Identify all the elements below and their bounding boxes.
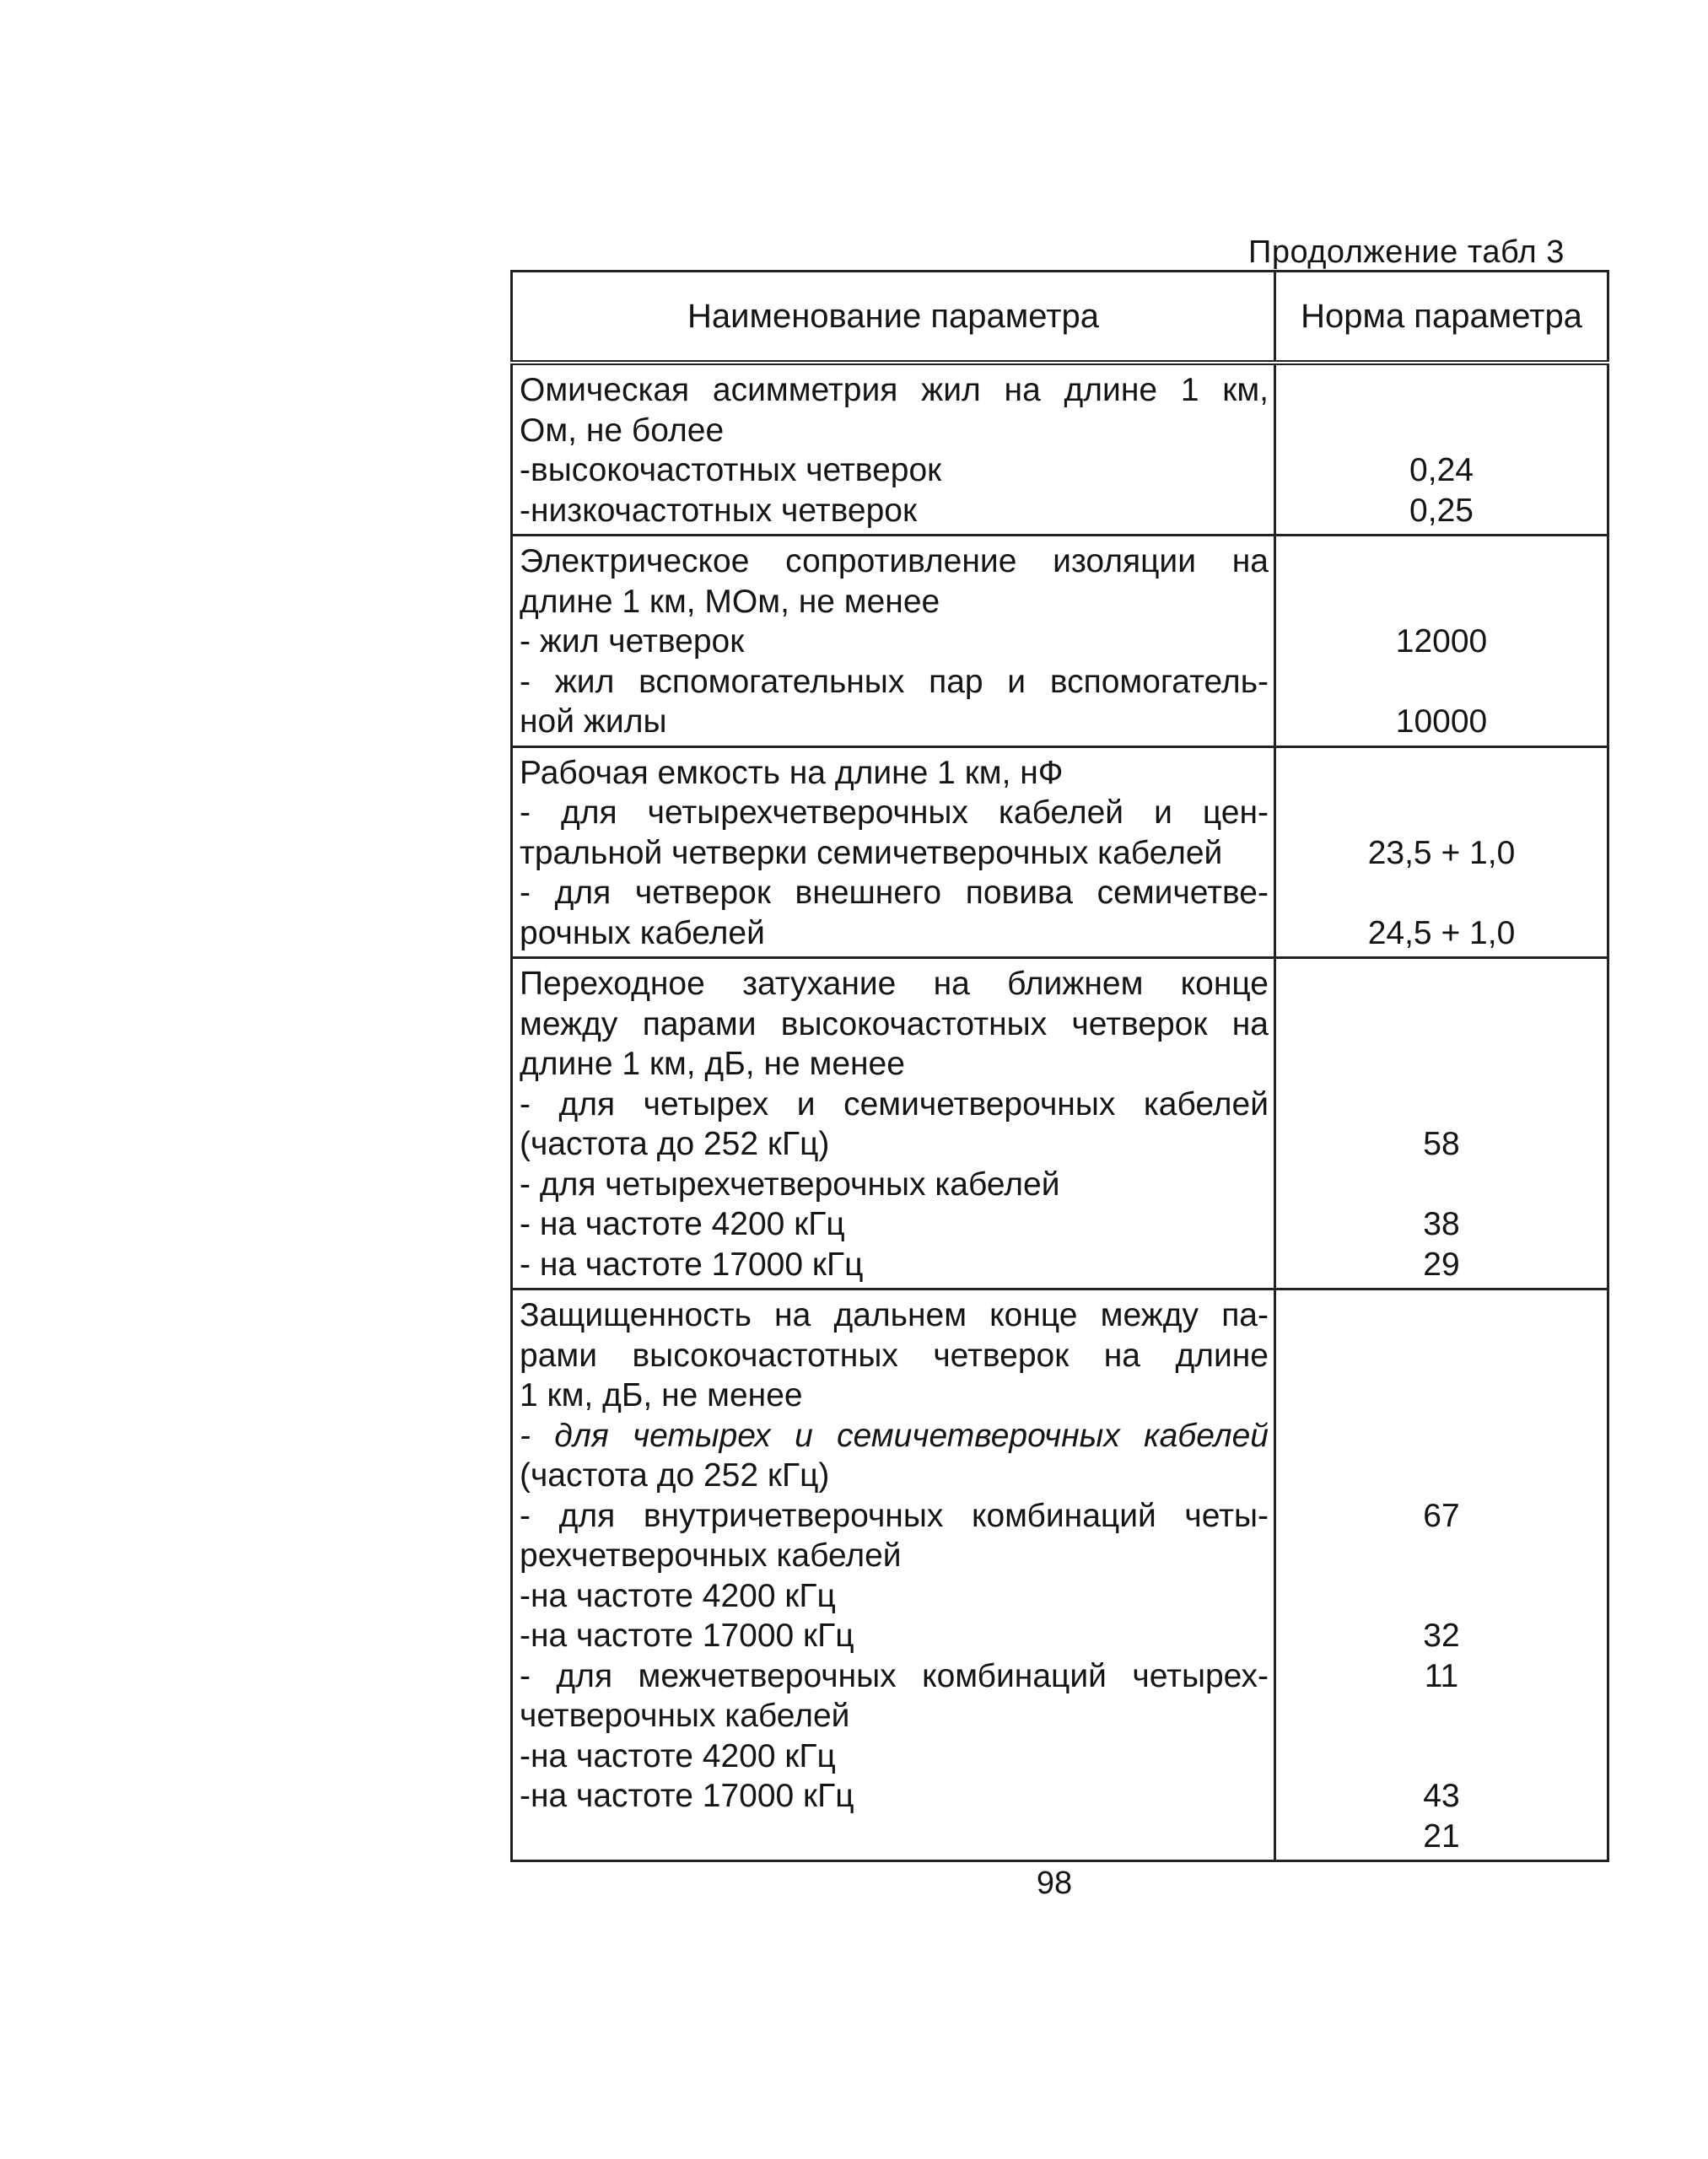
norm-value <box>1276 873 1607 913</box>
norm-value <box>1276 1456 1607 1496</box>
norm-value: 10000 <box>1395 703 1488 740</box>
parameter-line: -на частоте 17000 кГц <box>520 1778 854 1814</box>
parameter-norm-cell <box>1275 958 1608 1289</box>
norm-value: 58 <box>1423 1126 1460 1162</box>
parameter-line: (частота до 252 кГц) <box>520 1126 830 1162</box>
parameter-line: - жил вспомогательных пар и вспомогатель- <box>520 663 1269 700</box>
parameter-norm-cell <box>1275 363 1608 536</box>
parameter-line: -на частоте 4200 кГц <box>520 1737 836 1774</box>
norm-value <box>1276 1696 1607 1736</box>
parameter-line: длине 1 км, МОм, не менее <box>520 583 940 620</box>
parameter-line: ной жилы <box>520 703 667 740</box>
parameter-line: -высокочастотных четверок <box>520 452 942 488</box>
parameter-line: -на частоте 17000 кГц <box>520 1618 854 1654</box>
norm-value <box>1276 370 1607 411</box>
parameter-line: 1 км, дБ, не менее <box>520 1377 803 1413</box>
norm-value: 11 <box>1424 1657 1459 1694</box>
norm-value: 38 <box>1423 1206 1460 1242</box>
norm-value <box>1276 1004 1607 1045</box>
parameter-line: Переходное затухание на ближнем конце <box>520 966 1269 1002</box>
table-row <box>512 1289 1608 1861</box>
norm-value <box>1276 1295 1607 1336</box>
norm-value: 0,24 <box>1409 452 1474 488</box>
parameters-table <box>510 270 1609 1862</box>
parameter-norm-cell <box>1275 746 1608 958</box>
norm-value: 29 <box>1423 1246 1460 1283</box>
parameter-line: Рабочая емкость на длине 1 км, нФ <box>520 754 1064 791</box>
parameter-name-cell <box>512 363 1275 536</box>
norm-value <box>1276 1536 1607 1576</box>
parameter-line: - для четырех и семичетверочных кабелей <box>520 1085 1269 1123</box>
parameter-line: Омическая асимметрия жил на длине 1 км, <box>520 372 1269 408</box>
norm-value: 24,5 + 1,0 <box>1367 914 1516 951</box>
norm-value <box>1276 582 1607 622</box>
norm-value <box>1276 1044 1607 1085</box>
parameter-line: - для четверок внешнего повива семичетве- <box>520 875 1269 911</box>
norm-value <box>1276 1416 1607 1456</box>
table-row <box>512 746 1608 958</box>
parameter-line: - на частоте 17000 кГц <box>520 1246 864 1283</box>
parameter-line: между парами высокочастотных четверок на <box>520 1005 1269 1042</box>
table-row <box>512 536 1608 747</box>
norm-value <box>1276 1376 1607 1416</box>
norm-value <box>1276 411 1607 451</box>
parameter-line: (частота до 252 кГц) <box>520 1457 830 1494</box>
parameter-line: тральной четверки семичетверочных кабелей <box>520 834 1223 871</box>
parameter-line: рехчетверочных кабелей <box>520 1537 902 1574</box>
norm-value: 23,5 + 1,0 <box>1367 834 1516 871</box>
parameter-name-cell <box>512 746 1275 958</box>
norm-value: 67 <box>1423 1497 1460 1534</box>
parameter-line: четверочных кабелей <box>520 1698 850 1734</box>
norm-value <box>1276 1576 1607 1617</box>
table-body <box>512 363 1608 1861</box>
norm-value <box>1276 753 1607 794</box>
parameter-name-cell <box>512 536 1275 747</box>
norm-value: 0,25 <box>1409 492 1474 529</box>
page-number: 98 <box>1036 1866 1073 1901</box>
norm-value <box>1276 964 1607 1004</box>
norm-value: 21 <box>1423 1817 1460 1855</box>
parameter-line: - для межчетверочных комбинаций четырех- <box>520 1657 1269 1694</box>
parameter-line: Защищенность на дальнем конце между па- <box>520 1297 1269 1333</box>
parameter-line: Ом, не более <box>520 412 725 449</box>
parameter-line: -на частоте 4200 кГц <box>520 1577 836 1614</box>
norm-value <box>1276 1165 1607 1205</box>
table-header-row <box>512 272 1608 363</box>
table-row <box>512 363 1608 536</box>
norm-value <box>1276 1336 1607 1376</box>
norm-value <box>1276 793 1607 833</box>
table-continuation-label: Продолжение табл 3 <box>1248 234 1565 270</box>
table-header <box>512 272 1608 363</box>
parameter-line: - на частоте 4200 кГц <box>520 1206 845 1242</box>
parameter-line: -низкочастотных четверок <box>520 492 918 529</box>
parameter-norm-cell <box>1275 536 1608 747</box>
parameter-line: рами высокочастотных четверок на длине <box>520 1337 1269 1374</box>
header-parameter-name: Наименование параметра <box>512 272 1275 363</box>
parameter-norm-cell <box>1275 1289 1608 1861</box>
parameter-line: - для четырех и семичетверочных кабелей <box>520 1417 1269 1454</box>
parameter-name-cell <box>512 958 1275 1289</box>
parameter-line: - для четырехчетверочных кабелей <box>520 1166 1060 1203</box>
norm-value <box>1276 541 1607 582</box>
table-row <box>512 958 1608 1289</box>
norm-value <box>1276 1085 1607 1125</box>
norm-value: 43 <box>1423 1778 1460 1814</box>
norm-value <box>1276 662 1607 703</box>
norm-value: 12000 <box>1395 623 1488 660</box>
parameter-line: - для внутричетверочных комбинаций четы- <box>520 1497 1269 1534</box>
parameter-line: - жил четверок <box>520 623 745 660</box>
parameter-line: - для четырехчетверочных кабелей и цен- <box>520 794 1269 831</box>
parameter-line: рочных кабелей <box>520 914 765 951</box>
parameter-name-cell <box>512 1289 1275 1861</box>
norm-value <box>1276 1736 1607 1777</box>
norm-value: 32 <box>1423 1618 1460 1654</box>
header-parameter-norm: Норма параметра <box>1275 272 1608 363</box>
parameter-line: Электрическое сопротивление изоляции на <box>520 543 1269 579</box>
parameter-line: длине 1 км, дБ, не менее <box>520 1046 905 1082</box>
